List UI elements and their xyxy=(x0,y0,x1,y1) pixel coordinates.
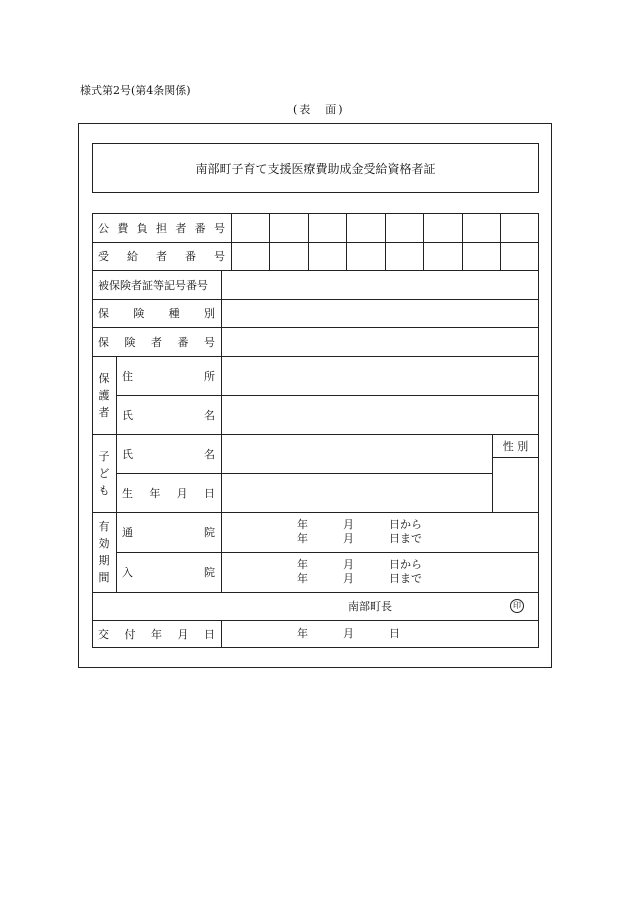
issuer-label: 南部町長 xyxy=(348,600,392,613)
inpatient-period: 年 月 日から 年 月 日まで xyxy=(297,558,422,585)
form-number: 様式第2号(第4条関係) xyxy=(80,84,191,97)
child-birthdate-label: 生 年 月 日 xyxy=(122,486,215,500)
outpatient-label: 通 院 xyxy=(122,526,215,539)
child-group-label: 子 ど も xyxy=(98,449,110,497)
guardian-group-label: 保 護 者 xyxy=(98,371,110,419)
outpatient-period: 年 月 日から 年 月 日まで xyxy=(297,518,422,545)
child-name-label: 氏 名 xyxy=(122,447,215,461)
seal-icon: 印 xyxy=(510,599,524,613)
issue-date-label: 交 付 年 月 日 xyxy=(98,628,215,641)
guardian-name-label: 氏 名 xyxy=(122,408,215,422)
child-sex-label: 性 別 xyxy=(502,439,529,453)
form-grid xyxy=(92,213,539,648)
guardian-address-label: 住 所 xyxy=(122,369,215,383)
recipient-number-label: 受 給 者 番 号 xyxy=(98,250,225,263)
side-label: (表 面) xyxy=(293,103,345,116)
insured-symbol-label: 被保険者証等記号番号 xyxy=(98,278,208,292)
insurer-number-label: 保 険 者 番 号 xyxy=(98,335,215,349)
validity-group-label: 有 効 期 間 xyxy=(98,520,110,584)
card-title: 南部町子育て支援医療費助成金受給資格者証 xyxy=(92,143,539,193)
insurance-type-label: 保 険 種 別 xyxy=(98,307,215,320)
inpatient-label: 入 院 xyxy=(122,566,215,579)
issue-date-value: 年 月 日 xyxy=(297,627,400,640)
public-payer-number-label: 公 費 負 担 者 番 号 xyxy=(98,221,225,235)
